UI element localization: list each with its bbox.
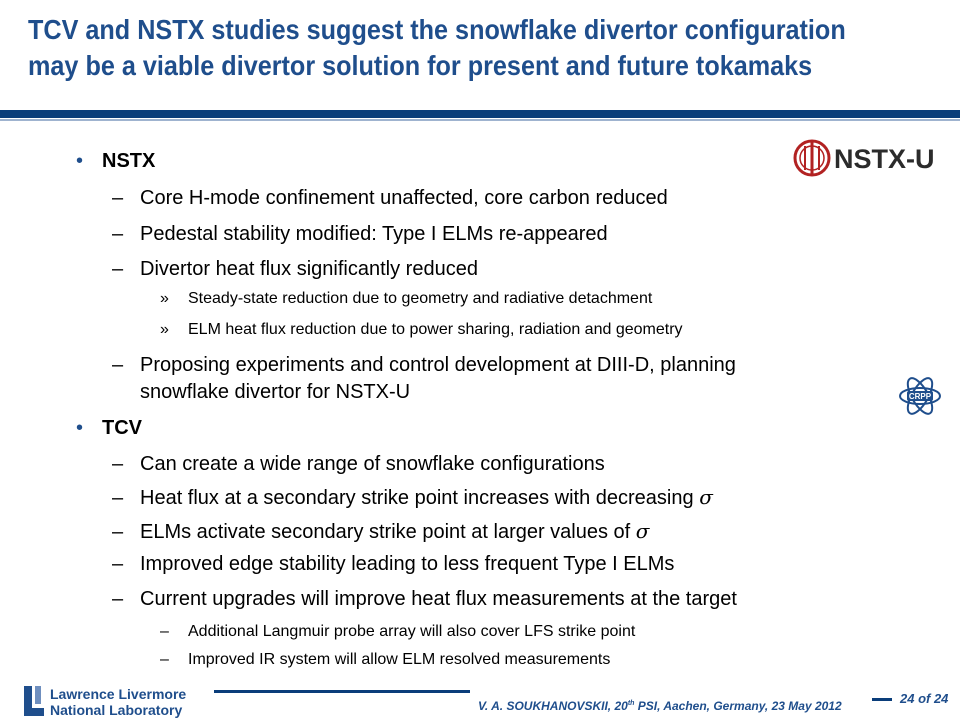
bullet-nstx bbox=[76, 150, 155, 173]
footer-author-rest: PSI, Aachen, Germany, 23 May 2012 bbox=[634, 699, 842, 713]
list-item bbox=[112, 453, 605, 476]
title-line-2: may be a viable divertor solution for present and future tokamaks bbox=[28, 50, 813, 81]
crpp-logo-text: CRPP bbox=[908, 392, 932, 401]
nstx-heading: NSTX bbox=[102, 150, 156, 172]
llnl-logo-line-2: National Laboratory bbox=[50, 702, 183, 718]
dash-marker: – bbox=[112, 487, 124, 509]
dash-marker: – bbox=[112, 553, 124, 575]
dash-marker: – bbox=[112, 223, 124, 245]
list-item bbox=[112, 588, 737, 611]
dash-marker: – bbox=[112, 354, 124, 376]
sub-list-item bbox=[160, 623, 635, 641]
list-item-text: Can create a wide range of snowflake configurations bbox=[140, 453, 605, 475]
footer-author-sup: th bbox=[627, 700, 635, 707]
list-item bbox=[112, 553, 674, 576]
page-number: 24 of 24 bbox=[900, 691, 949, 706]
bullet-marker: • bbox=[76, 417, 84, 439]
list-item-text: Core H-mode confinement unaffected, core carbon reduced bbox=[140, 187, 668, 209]
dash-marker: – bbox=[112, 258, 124, 280]
tcv-heading: TCV bbox=[102, 417, 142, 439]
dash-marker: – bbox=[160, 623, 169, 640]
list-item-text: Divertor heat flux significantly reduced bbox=[140, 258, 478, 280]
llnl-logo-line-1: Lawrence Livermore bbox=[50, 686, 187, 702]
list-item-text: Proposing experiments and control development at DIII-D, planning bbox=[140, 354, 736, 376]
title-line-1: TCV and NSTX studies suggest the snowflake divertor configuration bbox=[28, 14, 846, 45]
list-item-text: Improved edge stability leading to less frequent Type I ELMs bbox=[140, 553, 675, 575]
sigma-symbol: σ bbox=[699, 485, 713, 509]
arrow-marker: » bbox=[160, 321, 169, 338]
list-item bbox=[112, 187, 668, 210]
bullet-marker: • bbox=[76, 150, 84, 172]
sub-list-item-text: Steady-state reduction due to geometry and radiative detachment bbox=[188, 290, 653, 307]
list-item bbox=[112, 485, 713, 510]
sub-list-item bbox=[160, 651, 610, 669]
bullet-tcv bbox=[76, 417, 142, 440]
list-item-text: ELMs activate secondary strike point at larger values of bbox=[140, 521, 631, 543]
dash-marker: – bbox=[112, 187, 124, 209]
list-item-text: Heat flux at a secondary strike point increases with decreasing bbox=[140, 487, 694, 509]
dash-marker: – bbox=[112, 453, 124, 475]
list-item-text: Current upgrades will improve heat flux measurements at the target bbox=[140, 588, 737, 610]
list-item bbox=[112, 354, 736, 377]
dash-marker: – bbox=[112, 521, 124, 543]
llnl-logo bbox=[24, 684, 214, 718]
footer-author-text: V. A. SOUKHANOVSKII, 20 bbox=[478, 699, 628, 713]
sub-list-item-text: ELM heat flux reduction due to power sharing, radiation and geometry bbox=[188, 321, 683, 338]
arrow-marker: » bbox=[160, 290, 169, 307]
footer-rule-right bbox=[872, 698, 892, 701]
footer-author bbox=[478, 699, 842, 713]
sigma-symbol: σ bbox=[635, 519, 650, 543]
list-item bbox=[112, 519, 649, 544]
list-item bbox=[112, 258, 478, 281]
list-item-text: Pedestal stability modified: Type I ELMs re-appeared bbox=[140, 223, 608, 245]
sub-list-item bbox=[160, 290, 652, 308]
nstx-logo-text: NSTX-U bbox=[834, 144, 935, 174]
footer-rule-left bbox=[214, 690, 470, 693]
list-item bbox=[112, 223, 608, 246]
dash-marker: – bbox=[112, 588, 124, 610]
sub-list-item-text: Improved IR system will allow ELM resolved measurements bbox=[188, 651, 611, 668]
sub-list-item bbox=[160, 321, 683, 339]
dash-marker: – bbox=[160, 651, 169, 668]
sub-list-item-text: Additional Langmuir probe array will also cover LFS strike point bbox=[188, 623, 636, 640]
list-item-continuation: snowflake divertor for NSTX-U bbox=[140, 381, 411, 403]
